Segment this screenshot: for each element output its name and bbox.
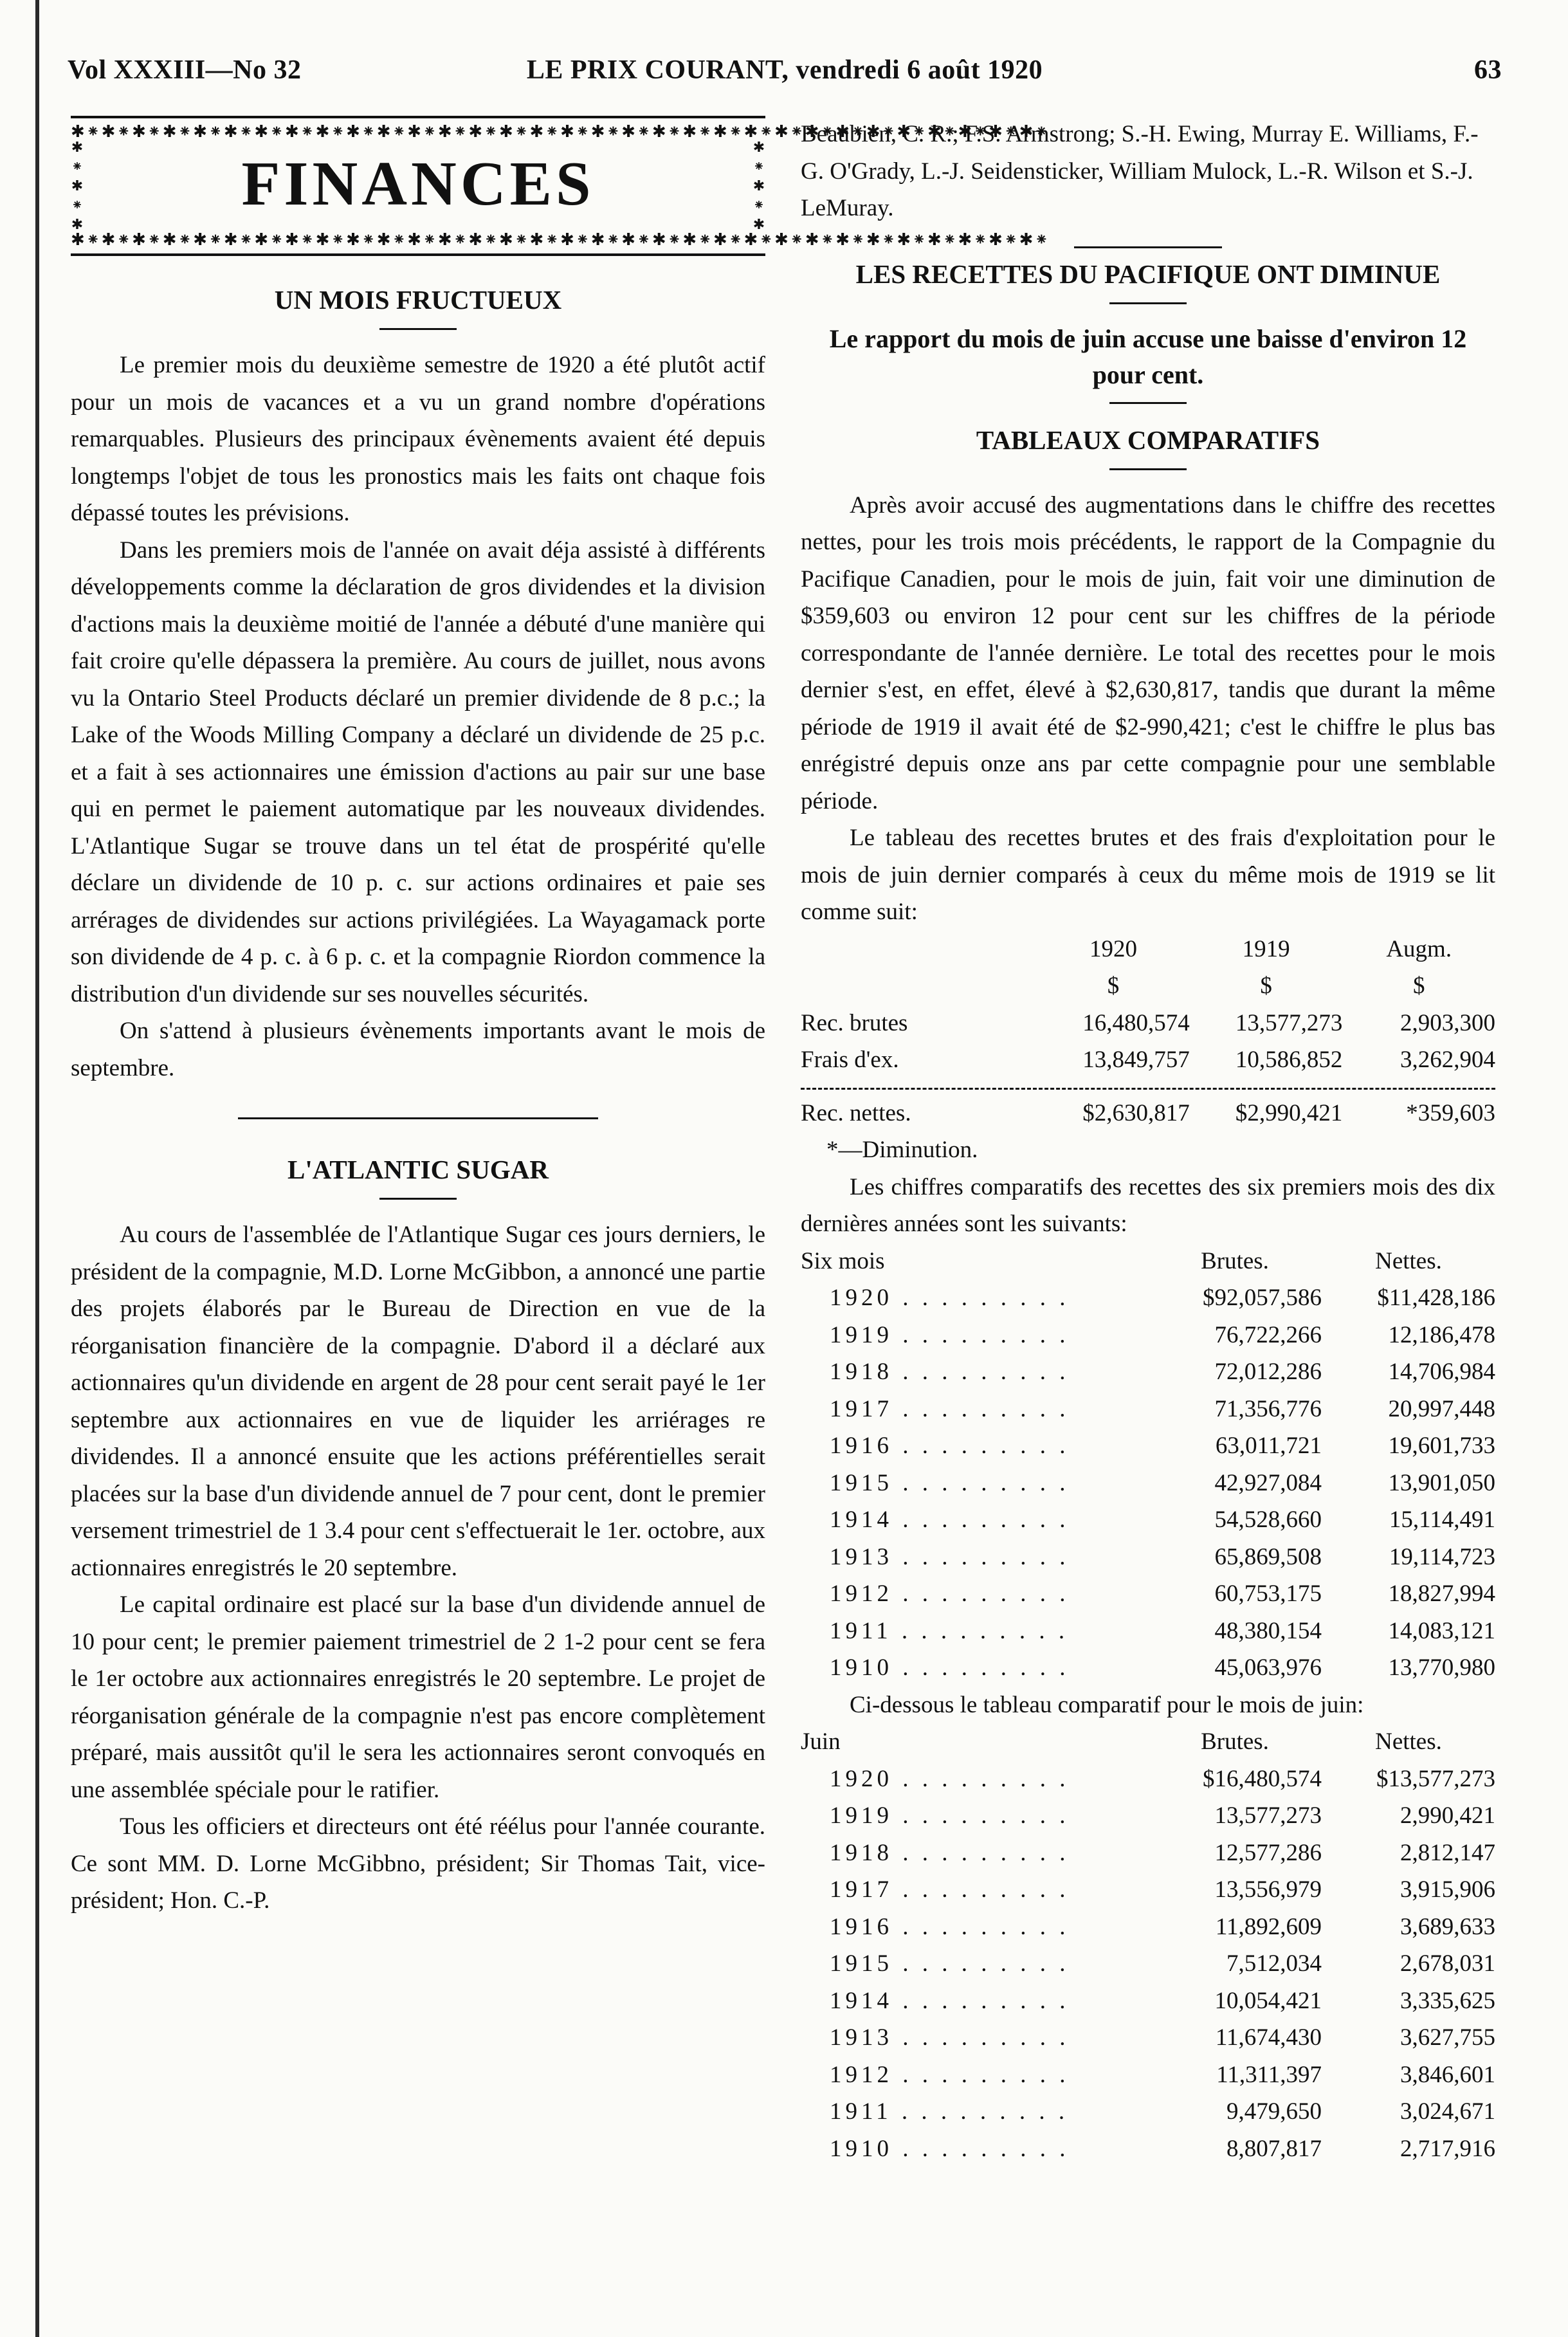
value-cell: 19,601,733 (1388, 1433, 1495, 1459)
value-cell: 12,577,286 (1214, 1839, 1322, 1866)
year-cell: 1914 . . . . . . . . . (830, 1507, 1070, 1533)
table-row (801, 1871, 1495, 1909)
title-rule (1109, 402, 1187, 404)
table-header-cell: Six mois (801, 1247, 885, 1274)
article-title: LES RECETTES DU PACIFIQUE ONT DIMINUE (855, 259, 1441, 289)
year-cell: 1913 . . . . . . . . . (830, 1543, 1070, 1570)
article-paragraph: Ci-dessous le tableau comparatif pour le mois de juin: (850, 1691, 1364, 1718)
table-row (801, 1005, 1495, 1042)
table-header-row (801, 1723, 1495, 1761)
page-header (68, 55, 1502, 100)
table-row (801, 2057, 1495, 2094)
article-title: L'ATLANTIC SUGAR (287, 1155, 549, 1184)
year-cell: 1918 . . . . . . . . . (830, 1359, 1070, 1385)
year-cell: 1911 . . . . . . . . . (830, 2098, 1069, 2125)
table-row (801, 1041, 1495, 1079)
year-cell: 1918 . . . . . . . . . (830, 1839, 1070, 1866)
right-column (801, 116, 1495, 2167)
table-row (801, 1353, 1495, 1391)
value-cell: 19,114,723 (1389, 1543, 1495, 1570)
value-cell: $92,057,586 (1203, 1285, 1322, 1311)
table-row (801, 1761, 1495, 1798)
table-row (801, 1501, 1495, 1539)
value-cell: 13,770,980 (1388, 1654, 1495, 1681)
table-row (801, 1465, 1495, 1502)
value-cell: 45,063,976 (1214, 1654, 1322, 1681)
table-cell: 3,262,904 (1400, 1047, 1495, 1073)
article-paragraph: Le tableau des recettes brutes et des frais d'exploitation pour le mois de juin dernier comparés à ceux du même mois de 1919 se lit comme suit: (801, 825, 1495, 925)
year-cell: 1919 . . . . . . . . . (830, 1802, 1070, 1829)
ornament-border-top: ✱⁕✱⁕✱⁕✱⁕✱⁕✱⁕✱⁕✱⁕✱⁕✱⁕✱⁕✱⁕✱⁕✱⁕✱⁕✱⁕✱⁕✱⁕✱⁕✱⁕✱⁕✱⁕✱⁕✱⁕✱⁕✱⁕✱⁕✱⁕✱⁕✱⁕✱⁕✱⁕ (71, 122, 1050, 141)
table-cell: Rec. nettes. (801, 1099, 911, 1126)
value-cell: 12,186,478 (1388, 1321, 1495, 1348)
article-paragraph: Au cours de l'assemblée de l'Atlantique Sugar ces jours derniers, le président de la compagnie, M.D. Lorne McGibbon, a annoncé une partie des projets élaborés par le Bureau de Direction en vue de la réorganisation financière de la compagnie. D'abord il a déclaré aux actionnaires qu'un dividende en argent de 28 pour cent serait payé le 1er septembre aux actionnaires en vue de liquider les arriérages re dividendes. Il a annoncé ensuite que les actions préférentielles serait placées sur la base d'un dividende annuel de 7 pour cent, dont le premier versement trimestriel de 1 3.4 pour cent s'effectuerait le 1er. octobre, aux actionnaires enregistrés le 20 septembre. (71, 1222, 765, 1581)
article-subtitle: Le rapport du mois de juin accuse une baisse d'environ 12 pour cent. (829, 324, 1467, 389)
table-unit-cell (801, 967, 1037, 1005)
table-header-cell: Nettes. (1375, 1247, 1442, 1274)
value-cell: 71,356,776 (1214, 1395, 1322, 1422)
value-cell: $11,428,186 (1377, 1285, 1495, 1311)
table-header-row (801, 1243, 1495, 1280)
table-row (801, 1797, 1495, 1835)
value-cell: 11,674,430 (1215, 2024, 1322, 2051)
six-months-table (801, 1243, 1495, 1687)
value-cell: 3,846,601 (1400, 2061, 1495, 2088)
value-cell: 48,380,154 (1214, 1617, 1322, 1644)
table-row (801, 1427, 1495, 1465)
section-heading: TABLEAUX COMPARATIFS (976, 425, 1320, 455)
year-cell: 1919 . . . . . . . . . (830, 1321, 1070, 1348)
table-cell: $2,990,421 (1235, 1099, 1343, 1126)
value-cell: 13,577,273 (1214, 1802, 1322, 1829)
value-cell: 11,892,609 (1215, 1913, 1322, 1940)
june-table-body (801, 1761, 1495, 2168)
table-row (801, 1835, 1495, 1872)
table-header-cell: Augm. (1386, 935, 1452, 962)
table-row (801, 1613, 1495, 1650)
table-unit-cell: $ (1107, 973, 1120, 999)
table-header-cell (801, 931, 1037, 968)
value-cell: 76,722,266 (1214, 1321, 1322, 1348)
page-binding-edge (35, 0, 39, 2337)
value-cell: 54,528,660 (1214, 1507, 1322, 1533)
value-cell: 2,990,421 (1400, 1802, 1495, 1829)
article-separator (1074, 246, 1222, 248)
year-cell: 1920 . . . . . . . . . (830, 1765, 1070, 1792)
value-cell: 9,479,650 (1226, 2098, 1322, 2125)
six-months-table-body (801, 1279, 1495, 1687)
year-cell: 1911 . . . . . . . . . (830, 1617, 1069, 1644)
table-cell: 13,849,757 (1082, 1047, 1190, 1073)
table-row (801, 1539, 1495, 1576)
value-cell: 15,114,491 (1389, 1507, 1495, 1533)
value-cell: 3,335,625 (1400, 1987, 1495, 2014)
table-row (801, 2019, 1495, 2057)
value-cell: 65,869,508 (1214, 1543, 1322, 1570)
publication-title: LE PRIX COURANT, vendredi 6 août 1920 (526, 55, 1043, 85)
table-cell: 2,903,300 (1400, 1009, 1495, 1036)
table-header-row (801, 931, 1495, 968)
value-cell: 13,901,050 (1388, 1469, 1495, 1496)
article-separator (238, 1117, 598, 1119)
title-rule (1109, 468, 1187, 470)
table-row (801, 1909, 1495, 1946)
table-row (801, 1649, 1495, 1687)
volume-number: Vol XXXIII—No 32 (68, 55, 302, 85)
year-cell: 1916 . . . . . . . . . (830, 1433, 1070, 1459)
year-cell: 1917 . . . . . . . . . (830, 1395, 1070, 1422)
value-cell: 63,011,721 (1215, 1433, 1322, 1459)
table-cell: 13,577,273 (1235, 1009, 1343, 1036)
value-cell: 18,827,994 (1388, 1581, 1495, 1607)
june-table (801, 1723, 1495, 2167)
value-cell: $16,480,574 (1203, 1765, 1322, 1792)
title-rule (379, 328, 457, 330)
table-header-cell: Nettes. (1375, 1728, 1442, 1755)
value-cell: 14,706,984 (1388, 1359, 1495, 1385)
table-header-cell: Brutes. (1201, 1728, 1269, 1755)
value-cell: 2,717,916 (1400, 2135, 1495, 2162)
article-paragraph: Les chiffres comparatifs des recettes des six premiers mois des dix dernières années sont les suivants: (801, 1173, 1495, 1237)
table-unit-cell: $ (1412, 973, 1425, 999)
value-cell: 42,927,084 (1214, 1469, 1322, 1496)
value-cell: 3,915,906 (1400, 1876, 1495, 1903)
table-units-row (801, 967, 1495, 1005)
year-cell: 1915 . . . . . . . . . (830, 1469, 1070, 1496)
dashed-rule (801, 1088, 1495, 1090)
page-number: 63 (1474, 55, 1502, 85)
receipts-comparison-table (801, 931, 1495, 1132)
table-cell: $2,630,817 (1082, 1099, 1190, 1126)
table-unit-cell: $ (1260, 973, 1272, 999)
table-row (801, 2131, 1495, 2168)
year-cell: 1914 . . . . . . . . . (830, 1987, 1070, 2014)
article-paragraph: Après avoir accusé des augmentations dans le chiffre des recettes nettes, pour les trois mois précédents, le rapport de la Compagnie du Pacifique Canadien, pour le mois de juin, fait voir une diminution de $359,603 ou environ 12 pour cent sur les chiffres de la période correspondante de l'année dernière. Le total des recettes pour le mois dernier s'est, en effet, élevé à $2,630,817, tandis que durant la même période de 1919 il avait été de $2-990,421; c'est le chiffre le plus bas enrégistré depuis onze ans par cette compagnie pour une semblable période. (801, 491, 1495, 814)
table-header-cell: 1919 (1242, 935, 1290, 962)
year-cell: 1916 . . . . . . . . . (830, 1913, 1070, 1940)
ornament-border-bottom: ✱⁕✱⁕✱⁕✱⁕✱⁕✱⁕✱⁕✱⁕✱⁕✱⁕✱⁕✱⁕✱⁕✱⁕✱⁕✱⁕✱⁕✱⁕✱⁕✱⁕✱⁕✱⁕✱⁕✱⁕✱⁕✱⁕✱⁕✱⁕✱⁕✱⁕✱⁕✱⁕ (71, 230, 1050, 249)
value-cell: 2,678,031 (1400, 1950, 1495, 1977)
ornament-border-left: ✱ ⁕ ✱ ⁕ ✱ (71, 139, 84, 232)
finances-banner (71, 116, 1050, 256)
value-cell: 3,627,755 (1400, 2024, 1495, 2051)
table-row (801, 2093, 1495, 2131)
year-cell: 1915 . . . . . . . . . (830, 1950, 1070, 1977)
year-cell: 1913 . . . . . . . . . (830, 2024, 1070, 2051)
year-cell: 1912 . . . . . . . . . (830, 1581, 1070, 1607)
value-cell: 60,753,175 (1214, 1581, 1322, 1607)
year-cell: 1912 . . . . . . . . . (830, 2061, 1070, 2088)
year-cell: 1917 . . . . . . . . . (830, 1876, 1070, 1903)
table-row (801, 1317, 1495, 1354)
article-continuation: Beaubien, C. R.; F.S. Armstrong; S.-H. Ewing, Murray E. Williams, F.-G. O'Grady, L.-J. Seidensticker, William Mulock, L.-R. Wilson et S.-J. LeMuray. (801, 121, 1479, 221)
article-paragraph: On s'attend à plusieurs évènements importants avant le mois de septembre. (71, 1018, 765, 1081)
article-title: UN MOIS FRUCTUEUX (274, 285, 562, 315)
article-paragraph: Le premier mois du deuxième semestre de 1920 a été plutôt actif pour un mois de vacances et a vu un grand nombre d'opérations remarquables. Plusieurs des principaux évènements avaient été depuis longtemps l'objet de tous les pronostics mais les faits ont chaque fois dépassé toutes les prévisions. (71, 352, 765, 526)
value-cell: 3,689,633 (1400, 1913, 1495, 1940)
value-cell: 11,311,397 (1216, 2061, 1322, 2088)
table-cell: 10,586,852 (1235, 1047, 1343, 1073)
value-cell: 72,012,286 (1214, 1359, 1322, 1385)
table-header-cell: 1920 (1089, 935, 1137, 962)
table-footnote: *—Diminution. (826, 1137, 978, 1163)
title-rule (1109, 302, 1187, 304)
table-cell: *359,603 (1406, 1099, 1495, 1126)
section-banner-title: FINANCES (241, 149, 595, 219)
value-cell: 14,083,121 (1388, 1617, 1495, 1644)
value-cell: 13,556,979 (1214, 1876, 1322, 1903)
table-row (801, 1279, 1495, 1317)
table-row (801, 1945, 1495, 1983)
article-paragraph: Tous les officiers et directeurs ont été réélus pour l'année courante. Ce sont MM. D. Lorne McGibbno, président; Sir Thomas Tait, vice-président; Hon. C.-P. (71, 1813, 765, 1914)
table-header-cell: Brutes. (1201, 1247, 1269, 1274)
value-cell: 7,512,034 (1226, 1950, 1322, 1977)
ornament-border-right: ✱ ⁕ ✱ ⁕ ✱ (752, 139, 765, 232)
value-cell: 20,997,448 (1388, 1395, 1495, 1422)
table-row (801, 1575, 1495, 1613)
title-rule (379, 1198, 457, 1200)
value-cell: 10,054,421 (1214, 1987, 1322, 2014)
table-row (801, 1391, 1495, 1428)
table-cell: 16,480,574 (1082, 1009, 1190, 1036)
value-cell: $13,577,273 (1376, 1765, 1495, 1792)
table-cell: Rec. brutes (801, 1009, 908, 1036)
value-cell: 2,812,147 (1400, 1839, 1495, 1866)
table-cell: Frais d'ex. (801, 1047, 899, 1073)
year-cell: 1920 . . . . . . . . . (830, 1285, 1070, 1311)
value-cell: 8,807,817 (1226, 2135, 1322, 2162)
table-row (801, 1983, 1495, 2020)
article-paragraph: Dans les premiers mois de l'année on avait déja assisté à différents développements comme la déclaration de gros dividendes et la division d'actions mais la deuxième moitié de l'année a débuté d'une manière qui fait croire qu'elle dépassera la première. Au cours de juillet, nous avons vu la Ontario Steel Products déclaré un premier dividende de 8 p.c.; la Lake of the Woods Milling Company a déclaré un dividende de 25 p.c. et a fait à ses actionnaires une émission d'actions au pair sur une base qui en permet le paiement automatique par les nouveaux dividendes. L'Atlantique Sugar se trouve dans un tel état de prospérité qu'elle déclare un dividende de 10 p. c. sur actions ordinaires et paie ses arrérages de dividendes sur actions privilégiées. La Wayagamack porte son dividende de 4 p. c. à 6 p. c. et la compagnie Riordon commence la distribution d'un dividende sur ses nouvelles sécurités. (71, 536, 765, 1007)
year-cell: 1910 . . . . . . . . . (830, 2135, 1070, 2162)
table-rule-row (801, 1079, 1495, 1095)
value-cell: 3,024,671 (1400, 2098, 1495, 2125)
table-header-cell: Juin (801, 1728, 841, 1755)
table-total-row (801, 1095, 1495, 1132)
year-cell: 1910 . . . . . . . . . (830, 1654, 1070, 1681)
article-paragraph: Le capital ordinaire est placé sur la base d'un dividende annuel de 10 pour cent; le premier paiement trimestriel de 2 1-2 pour cent se fera le 1er octobre aux actionnaires enregistrés le 20 septembre. Le projet de réorganisation générale de la compagnie n'est pas encore complètement préparé, mais aussitôt qu'il le sera les actionnaires seront convoqués en une assemblée spéciale pour le ratifier. (71, 1591, 765, 1803)
